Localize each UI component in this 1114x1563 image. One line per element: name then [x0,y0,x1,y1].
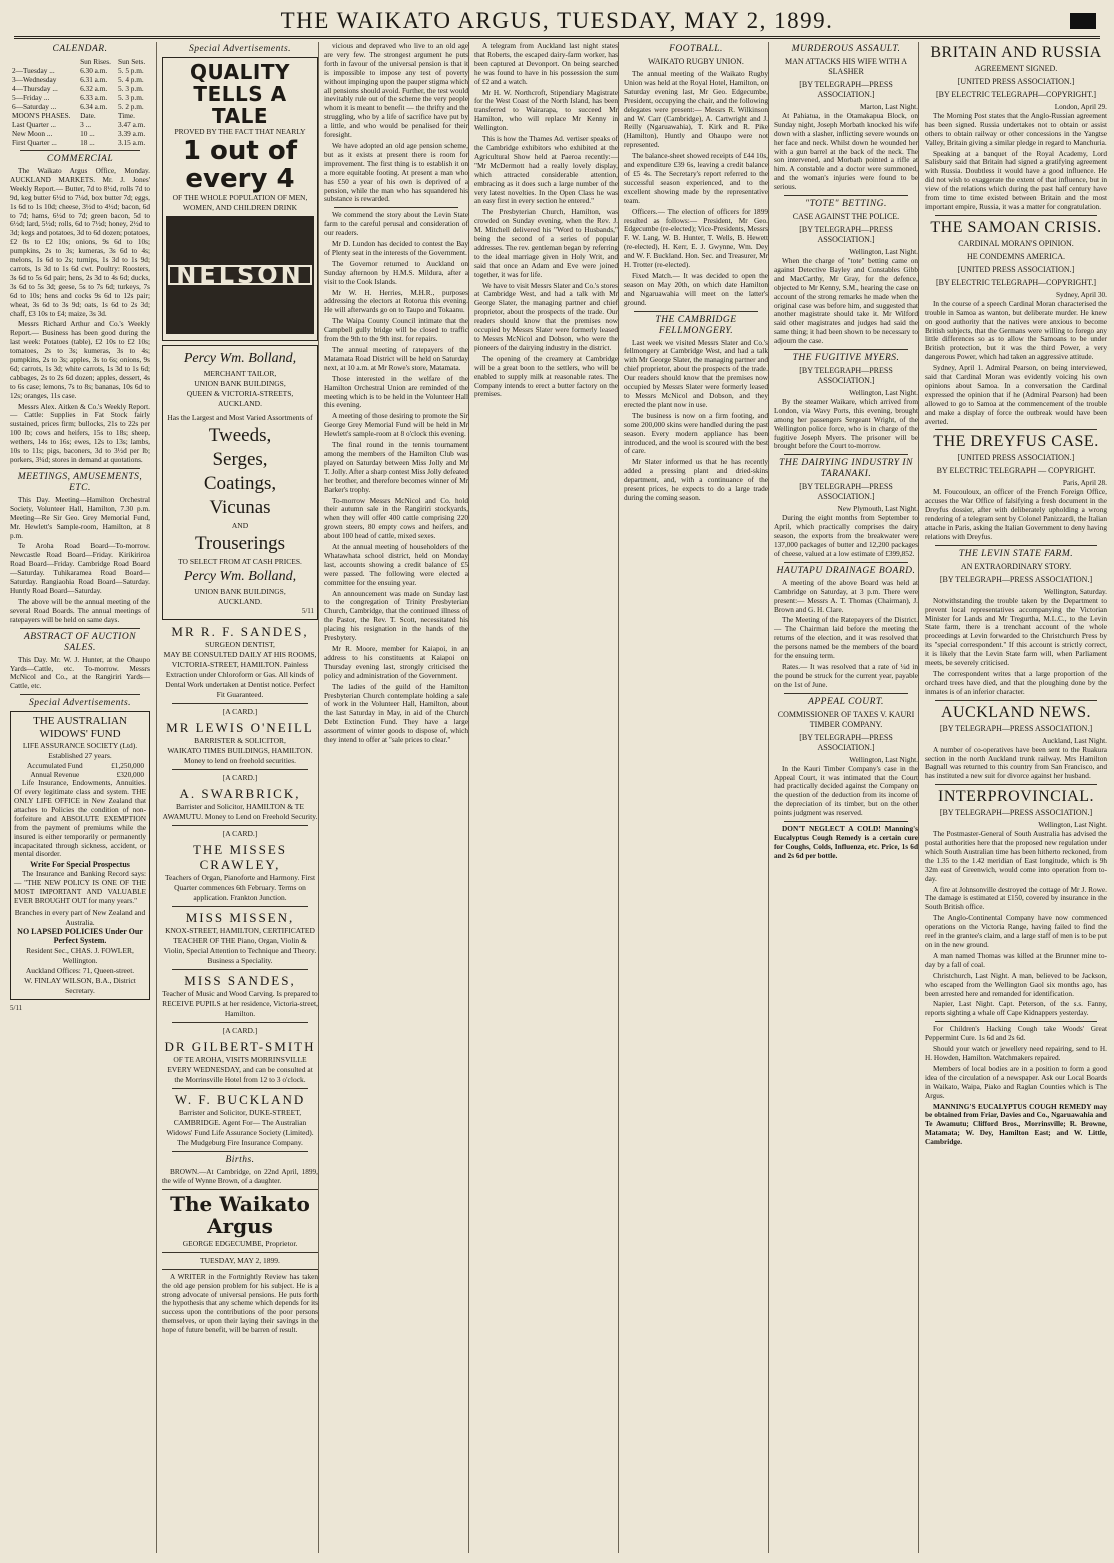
quality-ad [162,57,318,341]
calendar-row [10,66,150,75]
oneill-card: [A CARD.] [222,706,258,716]
calendar-row [10,75,150,84]
samoan-paragraph: In the course of a speech Cardinal Moran characterised the trouble in Samoa as wanton, but deliberate murder. He knew on good authority that the natives were anxious to become British subjects, that the Germans were willing to forego any little differences so as to allow the Samoans to be under British protection, but it was the third Power, a very dangerous Power, which had taken an aggressive attitude. [925,298,1107,362]
divider [20,628,140,629]
article-paragraph: Mr R. Moore, member for Kaiapoi, in an address to his constituents at Kaiapoi on Thursday evening last, strongly criticised the policy and administration of the Government. [324,644,468,680]
samoan-subheading-2: HE CONDEMNS AMERICA. [966,251,1065,261]
divider [784,693,908,694]
divider [20,150,140,151]
article-paragraph: The Waipa County Council intimate that the Campbell gully bridge will be closed to traffic from the 9th to the 9th inst. for repairs. [324,316,468,344]
article-paragraph: Mr W. H. Herries, M.H.R., purposes addressing the electors at Rotorua this evening. He will afterwards go on to Taupo and Tokaanu. [324,287,468,315]
column-3 [318,42,473,1553]
tote-press: [BY TELEGRAPH—PRESS ASSOCIATION.] [799,225,893,245]
article-paragraph: vicious and depraved who live to an old age are very few. The strongest argument he puts forth in favour of the universal pension is that it is impossible to impose any test of poverty without impinging upon the pauper stigma which all pensions should avoid. Further, the test would inevitably rule out of the scheme the very people whom it is meant to benefit — the thrifty and the struggling, who by a life of sacrifice have put by a little, and who would be penalised for their foresight. [324,42,468,140]
appeal-heading: APPEAL COURT. [808,696,884,707]
article-paragraph: The Presbyterian Church, Hamilton, was crowded on Sunday evening, when the Rev. J. M. Mitchell delivered his "Word to Husbands," being the second of a series of popular addresses. The rev. gentleman began by referring to the ideal marriage given in Holy Writ, and said that once an Adam and Eve were joined together, it was for life. [474,207,618,279]
divider [172,703,308,704]
football-paragraph: Fixed Match.— It was decided to open the season on May 20th, on which date Hamilton and Ngaruawahia will meet on the latter's ground. [624,270,768,307]
divider [935,1021,1097,1022]
murder-place: Marton, Last Night. [860,102,918,111]
divider [20,694,140,695]
widows-subtitle: LIFE ASSURANCE SOCIETY (Ltd). [22,741,138,751]
murder-press: [BY TELEGRAPH—PRESS ASSOCIATION.] [799,80,893,99]
article-paragraph: A meeting of those desiring to promote the Sir George Grey Memorial Fund will be held in Mr Hewlett's sample-room at 8 o'clock this evening. [324,411,468,439]
widows-office: Auckland Offices: 71, Queen-street. [25,965,135,975]
bolland-select: TO SELECT FROM AT CASH PRICES. [178,557,302,566]
bolland-serges: Serges, [212,449,268,470]
calendar-cell: 6—Saturday ... [12,102,57,111]
moon-row [10,129,150,138]
dreyfus-place: Paris, April 28. [1062,478,1107,488]
oneill-name: MR LEWIS O'NEILL [166,719,314,735]
fugitive-press: [BY TELEGRAPH—PRESS ASSOCIATION.] [799,366,893,386]
widows-write2: The Insurance and Banking Record says:— "THE NEW POLICY IS ONE OF THE MOST IMPORTANT AND VALUABLE EVER BROUGHT OUT for many years." [14,869,146,905]
moon-cell: Last Quarter ... [12,120,56,129]
football-paragraph: The annual meeting of the Waikato Rugby Union was held at the Royal Hotel, Hamilton, on Saturday evening last, Mr Geo. Edgecumbe, President, occupying the chair, and the following delegates were present:— Messrs R. Wilkinson and W. Carr (Cambridge), A. Cartwright and J. Reilly (Ngaruawahia), T. Kirk and R. Pike (Hamilton), Huntly and Ohaupo were not represented. [624,69,768,150]
quality-sub2: OF THE WHOLE POPULATION OF MEN, WOMEN, AND CHILDREN DRINK [172,193,308,212]
moon-cell: 3.15 a.m. [118,138,146,147]
article-paragraph: Mr D. Lundon has decided to contest the Bay of Plenty seat in the interests of the Government. [324,239,468,257]
dreyfus-heading: THE DREYFUS CASE. [933,433,1099,451]
article-paragraph: The opening of the creamery at Cambridge will be a great boon to the settlers, who will be enabled to supply milk at reasonable rates. The Company intends to erect a butter factory on the premises. [474,353,618,399]
calendar-cell: 5—Friday ... [12,93,50,102]
divider [162,1269,318,1270]
widows-fund-table [14,761,146,779]
column-4 [468,42,623,1553]
crawley-text: Teachers of Organ, Pianoforte and Harmony. First Quarter commences 6th February. Terms on application. Frankton Junction. [164,872,316,902]
bolland-name-2: Percy Wm. Bolland, [183,569,297,584]
births-text: BROWN.—At Cambridge, on 22nd April, 1899, the wife of Wynne Brown, of a daughter. [162,1166,318,1185]
gilbert-text: OF TE AROHA, VISITS MORRINSVILLE EVERY WEDNESDAY, and can be consulted at the Morrinsville Hotel from 12 to 3 o'clock. [167,1054,313,1084]
commercial-paragraph: Messrs Alex. Aitken & Co.'s Weekly Report.— Cattle: Supplies in Fat Stock fairly sustained, prices firm; bullocks, 21s to 22s per 100 lb; cows and heifers, 15s to 18s; sheep, wethers, 14s to 16s; ewes, 12s to 13s; lambs, 10s to 11s; pigs, baconers, 3d to 3½d per lb; porkers, 3¼d; stores in demand at quotations. [10,401,150,464]
divider [784,562,908,563]
column-1 [10,42,154,1553]
missen-name: MISS MISSEN, [185,909,295,925]
levin-paragraph: The correspondent writes that a large proportion of the orchard trees have died, and that the ploughing done by the inmates is of an inferior character. [925,668,1107,696]
widows-cell: Accumulated Fund [26,761,83,771]
article-paragraph: The ladies of the guild of the Hamilton Presbyterian Church contemplate holding a sale of work in the Volunteer Hall, Hamilton, about the last Saturday in May, in aid of the Church Debt Extinction Fund. They have a large assortment of winter goods to dispose of, which they intend to offer at "sale prices to clear." [324,681,468,745]
moon-header-row [10,111,150,120]
quality-sub: PROVED BY THE FACT THAT NEARLY [174,127,306,136]
divider [935,215,1097,216]
sandes2-text: Teacher of Music and Wood Carving. Is prepared to RECEIVE PUPILS at her residence, Victoria-street, Hamilton. [162,988,318,1018]
sandes-name: MR R. F. SANDES, [171,623,309,639]
dairy-heading: THE DAIRYING INDUSTRY IN TARANAKI. [779,458,913,480]
quality-title: QUALITY TELLS A TALE [190,60,290,128]
football-subheading: WAIKATO RUGBY UNION. [648,57,744,66]
masthead [14,6,1100,39]
article-paragraph: The Governor returned to Auckland on Sunday afternoon by H.M.S. Mildura, after a visit to the Cook Islands. [324,258,468,286]
calendar-cell: 5. 3 p.m. [118,84,144,93]
fellmongery-paragraph: Mr Slater informed us that he has recently added a pressing plant and dried-skins department, and, with a continuance of the present prices, he expects to do a large trade during the coming season. [624,457,768,502]
article-paragraph: An announcement was made on Sunday last to the congregation of Trinity Presbyterian Church, Cambridge, that the continued illness of the Pastor, the Rev. T. Scott, necessitated his placing his resignation in the hands of the Presbytery. [324,588,468,643]
calendar-cell: 5. 3 p.m. [118,93,144,102]
dairy-paragraph: During the eight months from September to April, which practically comprises the dairy season, the exports from the breakwater were 137,000 packages of butter and 12,200 packages of cheese, valued at a low estimate of £399,852. [774,513,918,558]
column-5 [618,42,773,1553]
divider [784,349,908,350]
moon-header-cell: Date. [80,111,96,120]
calendar-row [10,102,150,111]
column-7 [918,42,1113,1553]
ad-paragraph: Members of local bodies are in a position to form a good idea of the circulation of a newspaper. Ask our Local Boards in Waikato, Waipa, Piako and Raglan Counties which is The Argus. [925,1063,1107,1100]
bolland-auckland-2: AUCKLAND. [218,597,262,606]
calendar-cell: 6.32 a.m. [80,84,108,93]
appeal-subheading: COMMISSIONER OF TAXES V. KAURI TIMBER COMPANY. [777,709,915,729]
dairy-press: [BY TELEGRAPH—PRESS ASSOCIATION.] [799,482,893,502]
bolland-vicunas: Vicunas [209,497,271,518]
appeal-press: [BY TELEGRAPH—PRESS ASSOCIATION.] [799,732,893,752]
widows-established: Established 27 years. [48,751,112,761]
calendar-cell: 5. 2 p.m. [118,102,144,111]
one-out-of-four: 1 out of every 4 [182,136,298,194]
article-paragraph: To-morrow Messrs McNicol and Co. hold their autumn sale in the Rangiriri stockyards, when they will offer 400 cattle comprising 220 grown steers, 80 empty cows and heifers, and about 100 head of cattle, mixed sexes. [324,495,468,541]
bolland-tweeds: Tweeds, [208,425,272,446]
proprietor: GEORGE EDGECUMBE, Proprietor. [182,1238,298,1248]
divider [935,545,1097,546]
calendar-cell: 4—Thursday ... [12,84,58,93]
dairy-place: New Plymouth, Last Night. [837,504,918,514]
moon-header-cell: MOON'S PHASES. [12,111,71,120]
article-paragraph: The annual meeting of ratepayers of the Matamata Road District will be held on Saturday next, at 10 a.m. at Mr Rowe's store, Matamata. [324,345,468,372]
calendar-cell: 5. 5 p.m. [118,66,144,75]
calendar-heading: CALENDAR. [52,44,108,54]
ad-paragraph: For Children's Hacking Cough take Woods' Great Peppermint Cure. 1s 6d and 2s 6d. [925,1024,1107,1043]
britain-press: [UNITED PRESS ASSOCIATION.] [957,77,1075,86]
auckland-news-heading: AUCKLAND NEWS. [940,703,1092,721]
widows-agents: Branches in every part of New Zealand and Australia. [14,907,146,927]
meetings-paragraph: The above will be the annual meeting of the several Road Boards. The annual meetings of ratepayers will be held on same days. [10,596,150,624]
bolland-auckland: AUCKLAND. [218,399,262,408]
divider [634,311,758,312]
auckland-paragraph: A number of co-operatives have been sent to the Ruakura section in the north Auckland trunk railway. Mrs Hamilton Bagnall was returned to this country from San Francisco, and has instituted a new suit for divorce against her husband. [925,744,1107,781]
missen-text: KNOX-STREET, HAMILTON, CERTIFICATED TEACHER OF THE Piano, Organ, Violin & Violin, Special Attention to Technique and Theory. Business a Speciality. [163,925,317,965]
hautapu-paragraph: The Meeting of the Ratepayers of the District.— The Chairman laid before the meeting the returns of the election, and it was resolved that the persons named be the members of the board for the ensuing term. [774,615,918,661]
murder-heading: MURDEROUS ASSAULT. [791,44,901,54]
murder-subheading: MAN ATTACKS HIS WIFE WITH A SLASHER [785,57,907,76]
fellmongery-heading: THE CAMBRIDGE FELLMONGERY. [655,314,737,336]
widows-cell: £1,250,000 [111,761,144,771]
football-paragraph: Officers.— The election of officers for 1899 resulted as follows:— President, Mr Geo. Edgecumbe (re-elected); Vice-Presidents, Messrs F. W. Lang, W. B. Hunter, T. Wells, B. Hewett (re-elected), H. Kerr, E. J. Gwynne, Wm. Dey and W. F. Buckland. Hon. Sec. and Treasurer, Mr H. Trotter (re-elected). [624,206,768,270]
col2-heading: Special Advertisements. [188,44,292,54]
samoan-press: [UNITED PRESS ASSOCIATION.] [957,264,1075,274]
calendar-header-row [10,57,150,66]
buckland-text: Barrister and Solicitor, DUKE-STREET, CAMBRIDGE. Agent For— The Australian Widows' Fund Life Assurance Society (Limited). The Mudgeburg Fire Insurance Company. [166,1107,314,1147]
moon-cell: 18 ... [80,138,95,147]
dreyfus-press-2: BY ELECTRIC TELEGRAPH — COPYRIGHT. [936,466,1096,476]
moon-cell: 3.47 a.m. [118,120,146,129]
calendar-row [10,93,150,102]
bolland-union-2: UNION BANK BUILDINGS, [194,587,286,596]
bolland-coatings: Coatings, [203,473,277,494]
samoan-heading: THE SAMOAN CRISIS. [930,218,1102,236]
divider [172,906,308,907]
widows-text: Life Insurance, Endowments, Annuities. Of every legitimate class and system. THE ONLY LIFE OFFICE in New Zealand that attaches to Policies the condition of non-forfeiture and ABSOLUTE EXEMPTION from the payment of premiums while the insured is either temporarily or permanently incapacitated through sickness, accident, or mental disorder. [14,778,146,859]
bolland-trouserings: Trouserings [194,533,286,554]
crawley-name: THE MISSES CRAWLEY, [192,841,288,872]
widows-policies: NO LAPSED POLICIES Under Our Perfect System. [17,926,143,945]
bolland-and: AND [231,521,249,530]
paper-title: The Waikato Argus [170,1191,310,1238]
sandes-text: MAY BE CONSULTED DAILY AT HIS ROOMS, VICTORIA-STREET, HAMILTON. Painless Extraction under Chloroform or Gas. All kinds of Dental Work undertaken at Dentist notice. Perfect Fit Guaranteed. [163,649,317,699]
moon-cell: 3.39 a.m. [118,129,146,138]
moon-cell: 10 ... [80,129,95,138]
commercial-paragraph: Messrs Richard Arthur and Co.'s Weekly Report.— Business has been good during the last week: Potatoes (table), £2 10s to £2 10s; tomatoes, 2s to 3s; kumeras, 3s to 4s; pumpkins, 2s to 3s; apples, 3s to 6s; onions, 9s 6d; carrots, 1s 3d; white carrots, 1s 3d to 1s 6d; cabbages, 2s to 2s 6d dozen; apples, dessert, 4s to 6s case; lemons, 7s to 8s; bananas, 10s 6d to 12s; oranges, 11s case. [10,319,150,400]
calendar-header-cell [10,57,78,66]
divider [935,429,1097,430]
editorial-paragraph: A WRITER in the Fortnightly Review has taken the old age pension problem for his subject. He is a strong advocate of universal pensions. He puts forth the hypothesis that any scheme which depends for its success upon the contributions of the poor persons themselves, or upon their laying their savings in the hope of future benefit, will be barren of result. [162,1271,318,1335]
bolland-ref: 5/11 [301,607,314,615]
commercial-paragraph: The Waikato Argus Office, Monday. AUCKLAND MARKETS. Mr. J. Jones' Weekly Report.— Butter, 7d to 8½d, rolls 7d to 9d, keg butter 6½d to 7¼d, box butter 7d; eggs, 1s 6d to 1s 10d; cheese, 3½d to 4½d; bacon, 6d to 7d; hams, 6½d to 7d; green bacon, 5d to 6½d; lard, 5½d; rolls, 6d to 7½d; honey, 2½d to 3d; kegs and potatoes, 3d to 6d dozen; potatoes, £2 0s to £2 10s; onions, 9s 6d to 10s; pumpkins, 2s to 3s; kumeras, 3s 6d to 4s; melons, 1s 6d to 2s; turnips, 1s 3d to 1s 9d; carrots, 1s 3d to 1s 6d cwt. Poultry: Roosters, 3s 6d to 5s 6d pair; hens, 2s 3d to 4s 6d; ducks, 3s 6d to 5s 3d; geese, 5s to 7s 6d; turkeys, 7s 6d to 10s; hens and cocks 9s 6d to 12s pair; wheat, 3s 6d to 3s 9d; oats, 1s 6d to 2s 3d; chaff, £3 10s to £4; maize, 3s 3d. [10,166,150,318]
samoan-place: Sydney, April 30. [1055,289,1107,299]
oneill-text: WAIKATO TIMES BUILDINGS, HAMILTON. Money to lend on freehold securities. [167,745,313,765]
divider [172,769,308,770]
samoan-subheading: CARDINAL MORAN'S OPINION. [958,238,1074,248]
dreyfus-paragraph: M. Foucouloux, an officer of the French Foreign Office, accuses the War Office of falsifying a fresh document in the Dreyfus dossier, after with deliberately upholding a wrong rendering of a telegram sent by Colonel Panizzardi, the Italian attache in Paris, asking the Italian Government to deny having relations with Dreyfus. [925,487,1107,541]
fellmongery-paragraph: The business is now on a firm footing, and some 200,000 skins were handled during the past season. Every modern appliance has been introduced, and the wool is scoured with the best of care. [624,410,768,456]
article-paragraph: A telegram from Auckland last night states that Roberts, the escaped dairy-farm worker, has been captured at Devonport. On being searched he was found to have in his possession the sum of £2 and a watch. [474,42,618,86]
masthead-bar [1070,13,1096,29]
calendar-cell: 6.31 a.m. [80,75,108,84]
tote-subheading: CASE AGAINST THE POLICE. [792,212,900,222]
article-paragraph: This is how the Thames Ad. vertiser speaks of the Cambridge exhibitors who exhibited at the Agricultural Show held at Paeroa recently:— "Mr McDermott had a really lovely display, which attracted considerable attention, embracing as it does such a large number of the very latest novelties. In the Open Class he was an easy first in every section he entered." [474,134,618,206]
moon-cell: 3 ... [80,120,92,129]
swarbrick-name: A. SWARBRICK, [179,785,301,801]
widows-cell: £320,000 [116,770,144,780]
murder-paragraph: At Pahiatua, in the Otamakapua Block, on Sunday night, Joseph Morbath knocked his wife down with a slasher, inflicting severe wounds on her face and neck. Whilst down he wounded her with a gun barrel at the back of the neck. The son intervened, and Morbath pointed a rifle at him. A constable and a doctor were summoned, and the woman's injuries were found to be serious. [774,110,918,192]
calendar-cell: 5. 4 p.m. [118,75,144,84]
oneill-title: BARRISTER & SOLICITOR, [194,735,286,745]
calendar-header-cell: Sun Rises. [80,57,111,66]
interprovincial-paragraph: Napier, Last Night. Capt. Peterson, of the s.s. Fanny, reports sighting a whale off Cape Kidnappers yesterday. [925,999,1107,1018]
divider [935,700,1097,701]
divider [172,1151,308,1152]
britain-paragraph: Speaking at a banquet of the Royal Academy, Lord Salisbury said that Britain had signed a gratifying agreement with Russia. Doubtless it would have a good influence. He did not wish to exaggerate the extent of that influence, but in view of the relations which during the past half century have from time to time existed between Britain and the most important empire, Russia, it was a matter for congratulation. [925,148,1107,211]
widows-secretary: Resident Sec., CHAS. J. FOWLER, Wellington. [26,945,134,965]
britain-heading: BRITAIN AND RUSSIA [930,44,1102,61]
sandes-title: SURGEON DENTIST, [205,639,275,649]
dont-neglect-ad: DON'T NEGLECT A COLD! Manning's Eucalyptus Cough Remedy is a certain cure for Coughs, Colds, Influenza, etc. Price, 1s 6d and 2s 6d per bottle. [774,824,918,860]
fugitive-place: Wellington, Last Night. [849,388,918,398]
divider [172,1022,308,1023]
fugitive-paragraph: By the steamer Waikare, which arrived from London, via Wavy Ports, this evening, brought among her passengers Sergeant Wright, of the Wellington police force, who is in charge of the fugitive Joseph Myers. The prisoner will be brought before the Court to-morrow. [774,396,918,451]
britain-paragraph: The Morning Post states that the Anglo-Russian agreement has been signed. Russia undertakes not to obtain or assist others to obtain railway or other concessions in the Yangtse Valley, Britain giving a similar pledge in regard to Manchuria. [925,110,1107,147]
meetings-paragraph: Te Aroha Road Board—To-morrow. Newcastle Road Board—Friday. Kirikiriroa Road Board—Friday. Cambridge Road Board—Saturday. Tuhikaramea Road Board—Saturday. Rangiaohia Road Board—Saturday. Huntly Road Board—Saturday. [10,541,150,595]
widows-row [14,761,146,770]
tote-place: Wellington, Last Night. [849,247,918,257]
manning-ad: MANNING'S EUCALYPTUS COUGH REMEDY may be obtained from Friar, Davies and Co., Ngaruawahia and Te Awamutu; Clifford Bros., Morrinsville; R. Browne, Matamata; W. Dey, Hamilton East; and W. Little, Cambridge. [925,1101,1107,1147]
moon-cell: First Quarter ... [12,138,57,147]
interprovincial-heading: INTERPROVINCIAL. [938,788,1094,806]
levin-place: Wellington, Saturday. [1043,586,1107,596]
calendar-cell: 6.30 a.m. [80,66,108,75]
appeal-place: Wellington, Last Night. [849,754,918,764]
widows-fund-ad [10,711,150,1000]
auction-paragraph: This Day. Mr. W. J. Hunter, at the Ohaupo Yards—Cattle, etc. To-morrow. Messrs McNicol and Co., at the Rangiriri Yards—Cattle, etc. [10,654,150,691]
moon-row [10,120,150,129]
moon-header-cell: Time. [118,111,135,120]
auction-heading: ABSTRACT OF AUCTION SALES. [23,631,137,653]
article-paragraph: At the annual meeting of householders of the Whatawhata school district, held on Monday last, accounts showing a credit balance of £5 were passed. The following were elected a committee for the ensuing year. [324,542,468,587]
divider [172,825,308,826]
moon-cell: New Moon ... [12,129,53,138]
calendar-table [10,57,150,147]
divider [334,207,458,208]
levin-paragraph: Notwithstanding the trouble taken by the Department to prevent local representatives accompanying the Victorian Minister for Lands and Mr Tregurtha, M.L.C., to the Levin State farm, there is a trenchant account of the whole proceedings at Levin forwarded to the Christchurch Press by its "special correspondent." If this account is strictly correct, it is likely that the Levin State farm will, when Parliament meets, be severely criticised. [925,595,1107,668]
dreyfus-press: [UNITED PRESS ASSOCIATION.] [957,453,1075,463]
fellmongery-paragraph: Last week we visited Messrs Slater and Co.'s fellmongery at Cambridge West, and had a talk with Mr George Slater, the managing partner and chief proprietor, about the prospects of the trade. Our readers should know that the premises now occupied by Messrs Slater were formerly leased to Messrs McNicol and Dobson, and they erected the plant now in use. [624,337,768,409]
gilbert-name: DR GILBERT-SMITH [164,1038,316,1054]
edition-date: TUESDAY, MAY 2, 1899. [200,1255,280,1265]
tote-paragraph: When the charge of "tote" betting came on against Detective Bayley and Constables Gibb and MacCarthy, Mr Gray, for the defence, objected to Mr Kenny, S.M., hearing the case on account of the strong remarks he made when the original case was before him, and suggested that another magistrate should take it. Mr Wilford said other magistrates and judges had said the same thing; it had been shown to be necessary to adjourn the case. [774,255,918,346]
births-heading: Births. [225,1154,255,1165]
divider [784,821,908,822]
gilbert-card: [A CARD.] [222,1025,258,1035]
divider [935,784,1097,785]
tote-heading: "TOTE" BETTING. [805,199,887,210]
article-paragraph: The final round in the tennis tournament among the members of the Hamilton Club was played on Saturday between Miss Jolly and Mr T. Jolly. After a sharp contest Miss Jolly defeated her brother, and therefore becomes winner of Mr Barker's trophy. [324,440,468,494]
divider [162,1189,318,1190]
meetings-paragraph: This Day. Meeting—Hamilton Orchestral Society, Volunteer Hall, Hamilton, 7.30 p.m. Meeting—Re Sir Geo. Grey Memorial Fund, Mr. Hewlett's Sample-room, Hamilton, at 8 p.m. [10,494,150,540]
article-paragraph: Mr H. W. Northcroft, Stipendiary Magistrate for the West Coast of the North Island, has been transferred to Wairarapa, to succeed Mr Hamilton, who will replace Mr Kenny in Wellington. [474,87,618,133]
football-paragraph: The balance-sheet showed receipts of £44 10s, and expenditure £39 6s, leaving a credit balance of £5 4s. The Secretary's report referred to the successful season experienced, and to the excellent showing made by the representative team. [624,151,768,205]
levin-press: [BY TELEGRAPH—PRESS ASSOCIATION.] [939,574,1093,584]
divider [172,969,308,970]
calendar-row [10,84,150,93]
page-footnote: 5/11 [10,1003,23,1012]
fugitive-heading: THE FUGITIVE MYERS. [792,353,900,364]
column-2 [156,42,323,1553]
moon-row [10,138,150,147]
divider [784,454,908,455]
auckland-place: Auckland, Last Night. [1042,735,1107,745]
swarbrick-card: [A CARD.] [222,772,258,782]
interprovincial-paragraph: The Postmaster-General of South Australia has advised the postal authorities here that the proposed new regulation under which South Australian time has been hitherto reckoned, from the 1.35 to the 1.42 meridian of East longitude, which is 9h 32m east of Greenwich, would come into operation from to-day. [925,829,1107,883]
article-paragraph: We commend the story about the Levin State farm to the careful perusal and consideration of our readers. [324,210,468,238]
widows-cell: Annual Revenue [30,770,80,780]
bolland-ad [162,345,318,620]
calendar-cell: 6.33 a.m. [80,93,108,102]
article-paragraph: We have to visit Messrs Slater and Co.'s stores at Cambridge West, and had a talk with Mr George Slater, the managing partner and chief proprietor, about the prospects of the trade. Our readers should know that the premises now occupied by Messrs Slater were formerly leased to Messrs McNicol and Dobson, who were the pioneers of the dairying industry in the district. [474,280,618,352]
crawley-card: [A CARD.] [222,828,258,838]
article-paragraph: We have adopted an old age pension scheme, but as it exists at present there is room for improvement. The first thing is to establish it on a more equitable footing. At present a man who has £50 a year of his own is deprived of a pension, while the man who has squandered his substance is rewarded. [324,140,468,204]
interprovincial-paragraph: A man named Thomas was killed at the Brunner mine to-day by a fall of coal. [925,950,1107,969]
divider [172,1088,308,1089]
hautapu-heading: HAUTAPU DRAINAGE BOARD. [776,565,916,576]
column-6 [768,42,923,1553]
appeal-paragraph: In the Kauri Timber Company's case in the Appeal Court, it was intimated that the Court had practically decided against the Company on the question of the deduction from its income of the depreciation of its timber, but on the other points judgment was reserved. [774,763,918,818]
samoan-paragraph: Sydney, April 1. Admiral Pearson, on being interviewed, said that Cardinal Moran was evidently voicing his own opinions about Samoa. In a conversation the Cardinal expressed the opinion that if he (Admiral Pearson) had been allowed to go to Samoa at the commencement of the trouble and make a display of force the outbreak would have been averted. [925,363,1107,426]
ad-paragraph: Should your watch or jewellery need repairing, send to H. H. Howden, Hamilton. Watchmakers repaired. [925,1044,1107,1062]
nelson-tea-illustration [166,216,314,334]
divider [784,195,908,196]
widows-write: Write For Special Prospectus [30,860,130,870]
buckland-name: W. F. BUCKLAND [174,1091,306,1107]
calendar-header-cell: Sun Sets. [118,57,146,66]
samoan-press-2: [BY ELECTRIC TELEGRAPH—COPYRIGHT.] [935,277,1097,287]
interprovincial-paragraph: Christchurch, Last Night. A man, believed to be Jackson, who escaped from the Wellington Gaol six months ago, has been arrested here and remanded for identification. [925,970,1107,998]
football-heading: FOOTBALL. [669,44,723,54]
calendar-cell: 2—Tuesday ... [12,66,55,75]
britain-subheading: AGREEMENT SIGNED. [974,64,1058,73]
commercial-heading: COMMERCIAL [46,154,114,164]
sandes2-name: MISS SANDES, [184,972,296,988]
levin-heading: THE LEVIN STATE FARM. [958,548,1074,559]
bolland-union: UNION BANK BUILDINGS, [194,379,286,388]
hautapu-paragraph: A meeting of the above Board was held at Cambridge on Saturday, at 3 p.m. There were present:— Messrs A. T. Thomas (Chairman), J. Brown and G. H. Clare. [774,577,918,614]
widows-district: W. FINLAY WILSON, B.A., District Secretary. [24,975,136,995]
bolland-name: Percy Wm. Bolland, [183,351,297,366]
bolland-has-largest: Has the Largest and Most Varied Assortments of [167,413,313,422]
divider [162,1252,318,1253]
bolland-queen: QUEEN & VICTORIA-STREETS, [186,389,294,398]
britain-press-2: [BY ELECTRIC TELEGRAPH—COPYRIGHT.] [935,90,1097,99]
swarbrick-text: Barrister and Solicitor, HAMILTON & TE AWAMUTU. Money to Lend on Freehold Security. [162,801,318,821]
widows-title: THE AUSTRALIAN WIDOWS' FUND [33,715,127,741]
special-ads-heading: Special Advertisements. [28,698,132,709]
interprovincial-press: [BY TELEGRAPH—PRESS ASSOCIATION.] [939,808,1093,818]
nelson-logo-text: NELSON [168,265,312,286]
levin-subheading: AN EXTRAORDINARY STORY. [960,561,1072,571]
bolland-merchant: MERCHANT TAILOR, [203,369,277,378]
interprovincial-place: Wellington, Last Night. [1038,820,1107,830]
calendar-cell: 3—Wednesday [12,75,57,84]
calendar-cell: 6.34 a.m. [80,102,108,111]
masthead-title: THE WAIKATO ARGUS, TUESDAY, MAY 2, 1899. [280,8,834,33]
article-paragraph: Those interested in the welfare of the Hamilton Orchestral Union are reminded of the meeting which is to be held in the Volunteer Hall this evening. [324,373,468,410]
auckland-press: [BY TELEGRAPH—PRESS ASSOCIATION.] [939,723,1093,733]
hautapu-paragraph: Rates.— It was resolved that a rate of ¼d in the pound be struck for the current year, payable on the 1st of June. [774,661,918,689]
meetings-heading: MEETINGS, AMUSEMENTS, ETC. [17,471,143,493]
britain-place: London, April 29. [1054,102,1107,111]
interprovincial-paragraph: A fire at Johnsonville destroyed the cottage of Mr J. Rowe. The damage is estimated at £150, covered by insurance in the South British office. [925,884,1107,912]
interprovincial-paragraph: The Anglo-Continental Company have now commenced operations on the Victoria Range, having failed to find the reef in the grantee's claim, and a large staff of men is to be put on in the new ground. [925,913,1107,949]
divider [20,468,140,469]
